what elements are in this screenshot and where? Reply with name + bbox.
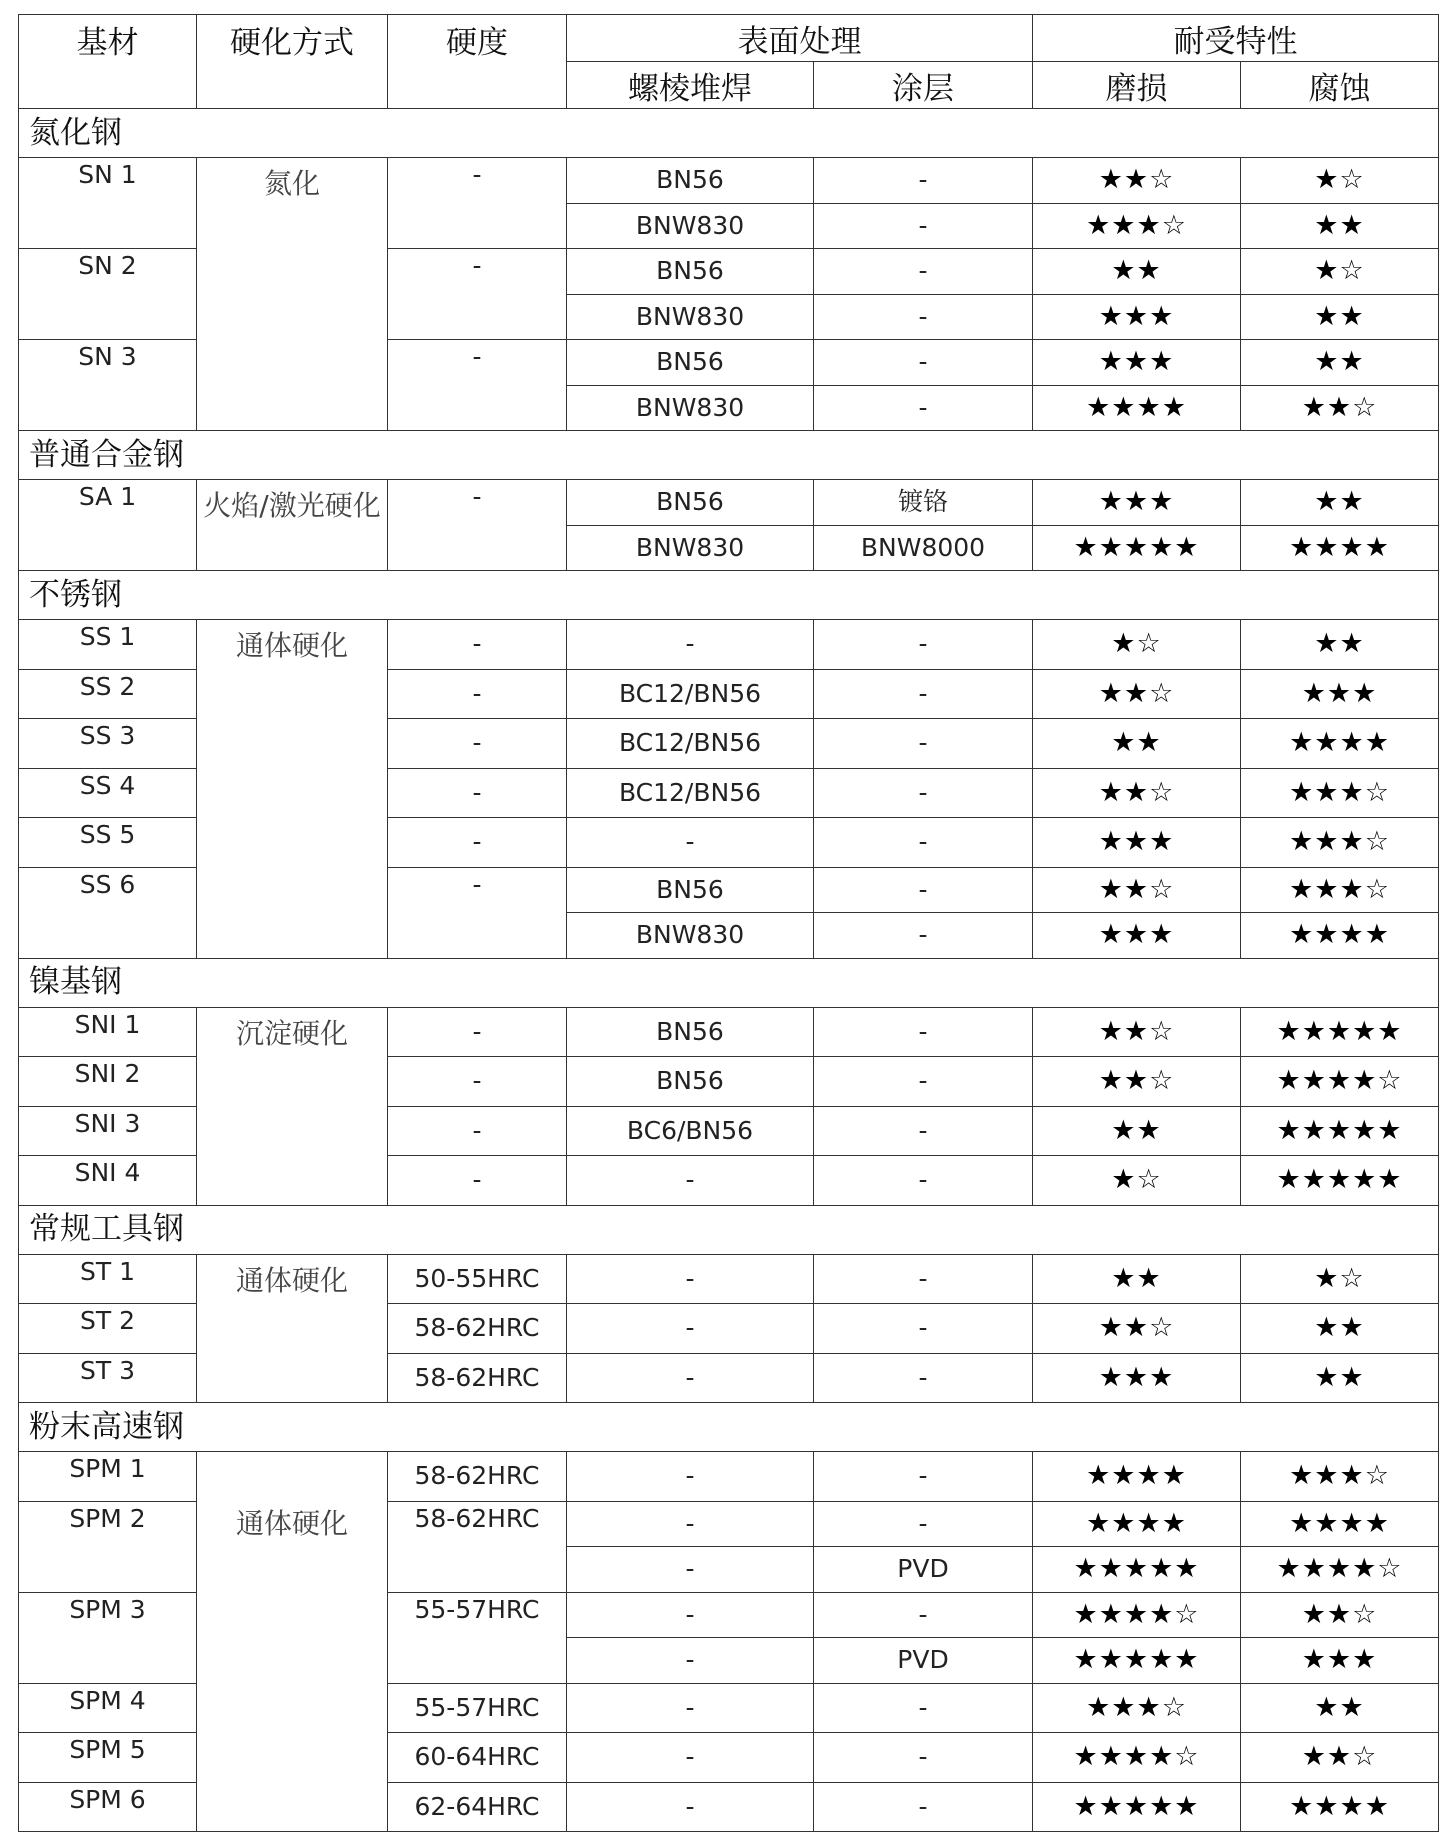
wear-rating: ★★ xyxy=(1033,249,1241,295)
table-row xyxy=(19,1007,1439,1057)
group-title: 粉末高速钢 xyxy=(19,1403,1439,1452)
header-resistance: 耐受特性 xyxy=(1033,15,1439,62)
weld-cell: - xyxy=(567,1254,814,1304)
corrosion-rating: ★★★☆ xyxy=(1241,818,1439,868)
hardening-cell: 通体硬化 xyxy=(197,620,388,959)
wear-rating: ★★★★★ xyxy=(1033,1638,1241,1684)
header-surface-weld: 螺棱堆焊 xyxy=(567,62,814,109)
coat-cell: - xyxy=(814,1007,1033,1057)
coat-cell: PVD xyxy=(814,1638,1033,1684)
wear-rating: ★★★ xyxy=(1033,818,1241,868)
coat-cell: PVD xyxy=(814,1547,1033,1593)
hardness-cell: 60-64HRC xyxy=(388,1733,567,1783)
wear-rating: ★★★★☆ xyxy=(1033,1733,1241,1783)
materials-table xyxy=(18,14,1439,1832)
weld-cell: BN56 xyxy=(567,867,814,913)
hardness-cell: 58-62HRC xyxy=(388,1452,567,1502)
material-cell: SS 2 xyxy=(19,669,197,719)
header-res-wear: 磨损 xyxy=(1033,62,1241,109)
wear-rating: ★★ xyxy=(1033,1106,1241,1156)
corrosion-rating: ★★★★☆ xyxy=(1241,1057,1439,1107)
wear-rating: ★★★★ xyxy=(1033,1501,1241,1547)
weld-cell: - xyxy=(567,1782,814,1832)
coat-cell: - xyxy=(814,719,1033,769)
wear-rating: ★★★★ xyxy=(1033,1452,1241,1502)
coat-cell: - xyxy=(814,1254,1033,1304)
weld-cell: BNW830 xyxy=(567,294,814,340)
material-cell: ST 3 xyxy=(19,1353,197,1403)
wear-rating: ★★ xyxy=(1033,1254,1241,1304)
corrosion-rating: ★★★★ xyxy=(1241,913,1439,959)
hardening-cell: 氮化 xyxy=(197,158,388,431)
hardness-cell: - xyxy=(388,867,567,958)
header-hardening: 硬化方式 xyxy=(197,15,388,109)
weld-cell: - xyxy=(567,1683,814,1733)
group-row xyxy=(19,1205,1439,1254)
hardness-cell: - xyxy=(388,620,567,670)
coat-cell: BNW8000 xyxy=(814,525,1033,571)
corrosion-rating: ★★ xyxy=(1241,340,1439,386)
wear-rating: ★★★★★ xyxy=(1033,525,1241,571)
wear-rating: ★★★ xyxy=(1033,913,1241,959)
weld-cell: - xyxy=(567,1501,814,1547)
weld-cell: BC12/BN56 xyxy=(567,719,814,769)
material-cell: SPM 4 xyxy=(19,1683,197,1733)
coat-cell: - xyxy=(814,1106,1033,1156)
weld-cell: - xyxy=(567,818,814,868)
table-row xyxy=(19,620,1439,670)
coat-cell: - xyxy=(814,158,1033,204)
material-cell: SPM 3 xyxy=(19,1592,197,1683)
material-cell: SS 3 xyxy=(19,719,197,769)
corrosion-rating: ★☆ xyxy=(1241,158,1439,204)
hardness-cell: 55-57HRC xyxy=(388,1683,567,1733)
wear-rating: ★★☆ xyxy=(1033,1057,1241,1107)
corrosion-rating: ★★★★ xyxy=(1241,1501,1439,1547)
weld-cell: BC6/BN56 xyxy=(567,1106,814,1156)
coat-cell: - xyxy=(814,340,1033,386)
weld-cell: BN56 xyxy=(567,480,814,526)
wear-rating: ★★☆ xyxy=(1033,867,1241,913)
hardness-cell: 55-57HRC xyxy=(388,1592,567,1683)
group-title: 镍基钢 xyxy=(19,958,1439,1007)
material-cell: SN 3 xyxy=(19,340,197,431)
coat-cell: - xyxy=(814,203,1033,249)
hardness-cell: - xyxy=(388,1007,567,1057)
corrosion-rating: ★☆ xyxy=(1241,249,1439,295)
corrosion-rating: ★★★★★ xyxy=(1241,1106,1439,1156)
weld-cell: BN56 xyxy=(567,158,814,204)
wear-rating: ★☆ xyxy=(1033,620,1241,670)
hardening-cell: 通体硬化 xyxy=(197,1254,388,1403)
weld-cell: - xyxy=(567,1353,814,1403)
hardness-cell: 58-62HRC xyxy=(388,1304,567,1354)
group-row xyxy=(19,571,1439,620)
material-cell: SN 2 xyxy=(19,249,197,340)
corrosion-rating: ★★★ xyxy=(1241,669,1439,719)
hardness-cell: 58-62HRC xyxy=(388,1501,567,1592)
group-row xyxy=(19,109,1439,158)
material-cell: SS 6 xyxy=(19,867,197,958)
table-header xyxy=(19,15,1439,109)
hardness-cell: - xyxy=(388,669,567,719)
wear-rating: ★★☆ xyxy=(1033,669,1241,719)
corrosion-rating: ★★☆ xyxy=(1241,1733,1439,1783)
material-cell: SNI 4 xyxy=(19,1156,197,1206)
wear-rating: ★★★★☆ xyxy=(1033,1592,1241,1638)
coat-cell: - xyxy=(814,294,1033,340)
material-cell: ST 2 xyxy=(19,1304,197,1354)
hardness-cell: - xyxy=(388,768,567,818)
wear-rating: ★★★ xyxy=(1033,294,1241,340)
material-cell: SN 1 xyxy=(19,158,197,249)
group-title: 不锈钢 xyxy=(19,571,1439,620)
weld-cell: - xyxy=(567,1733,814,1783)
header-hardness: 硬度 xyxy=(388,15,567,109)
wear-rating: ★★☆ xyxy=(1033,768,1241,818)
material-cell: SS 5 xyxy=(19,818,197,868)
hardening-cell: 沉淀硬化 xyxy=(197,1007,388,1205)
wear-rating: ★★★★ xyxy=(1033,385,1241,431)
corrosion-rating: ★★★☆ xyxy=(1241,768,1439,818)
material-cell: SPM 1 xyxy=(19,1452,197,1502)
wear-rating: ★★★☆ xyxy=(1033,203,1241,249)
material-cell: SPM 5 xyxy=(19,1733,197,1783)
wear-rating: ★★☆ xyxy=(1033,1007,1241,1057)
wear-rating: ★★★★★ xyxy=(1033,1782,1241,1832)
corrosion-rating: ★★☆ xyxy=(1241,1592,1439,1638)
weld-cell: BNW830 xyxy=(567,385,814,431)
coat-cell: - xyxy=(814,818,1033,868)
hardness-cell: - xyxy=(388,340,567,431)
wear-rating: ★★ xyxy=(1033,719,1241,769)
wear-rating: ★★★ xyxy=(1033,340,1241,386)
coat-cell: - xyxy=(814,620,1033,670)
weld-cell: - xyxy=(567,1304,814,1354)
coat-cell: - xyxy=(814,1452,1033,1502)
weld-cell: BC12/BN56 xyxy=(567,669,814,719)
group-title: 常规工具钢 xyxy=(19,1205,1439,1254)
table-row xyxy=(19,480,1439,526)
wear-rating: ★★★ xyxy=(1033,1353,1241,1403)
hardness-cell: - xyxy=(388,1106,567,1156)
corrosion-rating: ★★ xyxy=(1241,1304,1439,1354)
corrosion-rating: ★★★☆ xyxy=(1241,1452,1439,1502)
weld-cell: BNW830 xyxy=(567,525,814,571)
wear-rating: ★★★★★ xyxy=(1033,1547,1241,1593)
corrosion-rating: ★★ xyxy=(1241,294,1439,340)
coat-cell: - xyxy=(814,1353,1033,1403)
material-cell: SNI 2 xyxy=(19,1057,197,1107)
material-cell: ST 1 xyxy=(19,1254,197,1304)
corrosion-rating: ★★ xyxy=(1241,1353,1439,1403)
corrosion-rating: ★★★ xyxy=(1241,1638,1439,1684)
weld-cell: - xyxy=(567,1452,814,1502)
coat-cell: - xyxy=(814,249,1033,295)
material-cell: SPM 2 xyxy=(19,1501,197,1592)
wear-rating: ★☆ xyxy=(1033,1156,1241,1206)
coat-cell: - xyxy=(814,1592,1033,1638)
hardness-cell: 58-62HRC xyxy=(388,1353,567,1403)
coat-cell: 镀铬 xyxy=(814,480,1033,526)
group-row xyxy=(19,958,1439,1007)
corrosion-rating: ★★★★☆ xyxy=(1241,1547,1439,1593)
coat-cell: - xyxy=(814,867,1033,913)
table-row xyxy=(19,1254,1439,1304)
weld-cell: BN56 xyxy=(567,1057,814,1107)
coat-cell: - xyxy=(814,1733,1033,1783)
wear-rating: ★★☆ xyxy=(1033,158,1241,204)
weld-cell: - xyxy=(567,1156,814,1206)
corrosion-rating: ★★ xyxy=(1241,203,1439,249)
hardness-cell: 50-55HRC xyxy=(388,1254,567,1304)
corrosion-rating: ★★★★★ xyxy=(1241,1156,1439,1206)
coat-cell: - xyxy=(814,669,1033,719)
hardness-cell: - xyxy=(388,1156,567,1206)
material-cell: SA 1 xyxy=(19,480,197,571)
table-row xyxy=(19,158,1439,204)
coat-cell: - xyxy=(814,385,1033,431)
material-cell: SS 1 xyxy=(19,620,197,670)
corrosion-rating: ★★ xyxy=(1241,480,1439,526)
hardness-cell: - xyxy=(388,1057,567,1107)
wear-rating: ★★☆ xyxy=(1033,1304,1241,1354)
hardness-cell: - xyxy=(388,249,567,340)
coat-cell: - xyxy=(814,1501,1033,1547)
weld-cell: BNW830 xyxy=(567,203,814,249)
weld-cell: - xyxy=(567,1592,814,1638)
material-cell: SPM 6 xyxy=(19,1782,197,1832)
group-title: 氮化钢 xyxy=(19,109,1439,158)
corrosion-rating: ★☆ xyxy=(1241,1254,1439,1304)
header-surface: 表面处理 xyxy=(567,15,1033,62)
corrosion-rating: ★★ xyxy=(1241,1683,1439,1733)
corrosion-rating: ★★★★★ xyxy=(1241,1007,1439,1057)
weld-cell: - xyxy=(567,620,814,670)
corrosion-rating: ★★★★ xyxy=(1241,719,1439,769)
weld-cell: - xyxy=(567,1638,814,1684)
corrosion-rating: ★★☆ xyxy=(1241,385,1439,431)
coat-cell: - xyxy=(814,1683,1033,1733)
header-material: 基材 xyxy=(19,15,197,109)
table-row xyxy=(19,1452,1439,1502)
coat-cell: - xyxy=(814,1156,1033,1206)
header-surface-coat: 涂层 xyxy=(814,62,1033,109)
corrosion-rating: ★★ xyxy=(1241,620,1439,670)
material-cell: SNI 3 xyxy=(19,1106,197,1156)
coat-cell: - xyxy=(814,1057,1033,1107)
weld-cell: BN56 xyxy=(567,1007,814,1057)
header-res-corr: 腐蚀 xyxy=(1241,62,1439,109)
material-cell: SNI 1 xyxy=(19,1007,197,1057)
hardening-cell: 通体硬化 xyxy=(197,1452,388,1832)
weld-cell: BN56 xyxy=(567,249,814,295)
coat-cell: - xyxy=(814,913,1033,959)
weld-cell: BC12/BN56 xyxy=(567,768,814,818)
corrosion-rating: ★★★★ xyxy=(1241,525,1439,571)
weld-cell: BNW830 xyxy=(567,913,814,959)
wear-rating: ★★★ xyxy=(1033,480,1241,526)
group-title: 普通合金钢 xyxy=(19,431,1439,480)
hardening-cell: 火焰/激光硬化 xyxy=(197,480,388,571)
table-body xyxy=(19,109,1439,1832)
weld-cell: - xyxy=(567,1547,814,1593)
corrosion-rating: ★★★★ xyxy=(1241,1782,1439,1832)
group-row xyxy=(19,1403,1439,1452)
weld-cell: BN56 xyxy=(567,340,814,386)
hardness-cell: - xyxy=(388,158,567,249)
hardness-cell: 62-64HRC xyxy=(388,1782,567,1832)
group-row xyxy=(19,431,1439,480)
hardness-cell: - xyxy=(388,719,567,769)
corrosion-rating: ★★★☆ xyxy=(1241,867,1439,913)
coat-cell: - xyxy=(814,768,1033,818)
coat-cell: - xyxy=(814,1782,1033,1832)
coat-cell: - xyxy=(814,1304,1033,1354)
material-cell: SS 4 xyxy=(19,768,197,818)
hardness-cell: - xyxy=(388,480,567,571)
wear-rating: ★★★☆ xyxy=(1033,1683,1241,1733)
hardness-cell: - xyxy=(388,818,567,868)
